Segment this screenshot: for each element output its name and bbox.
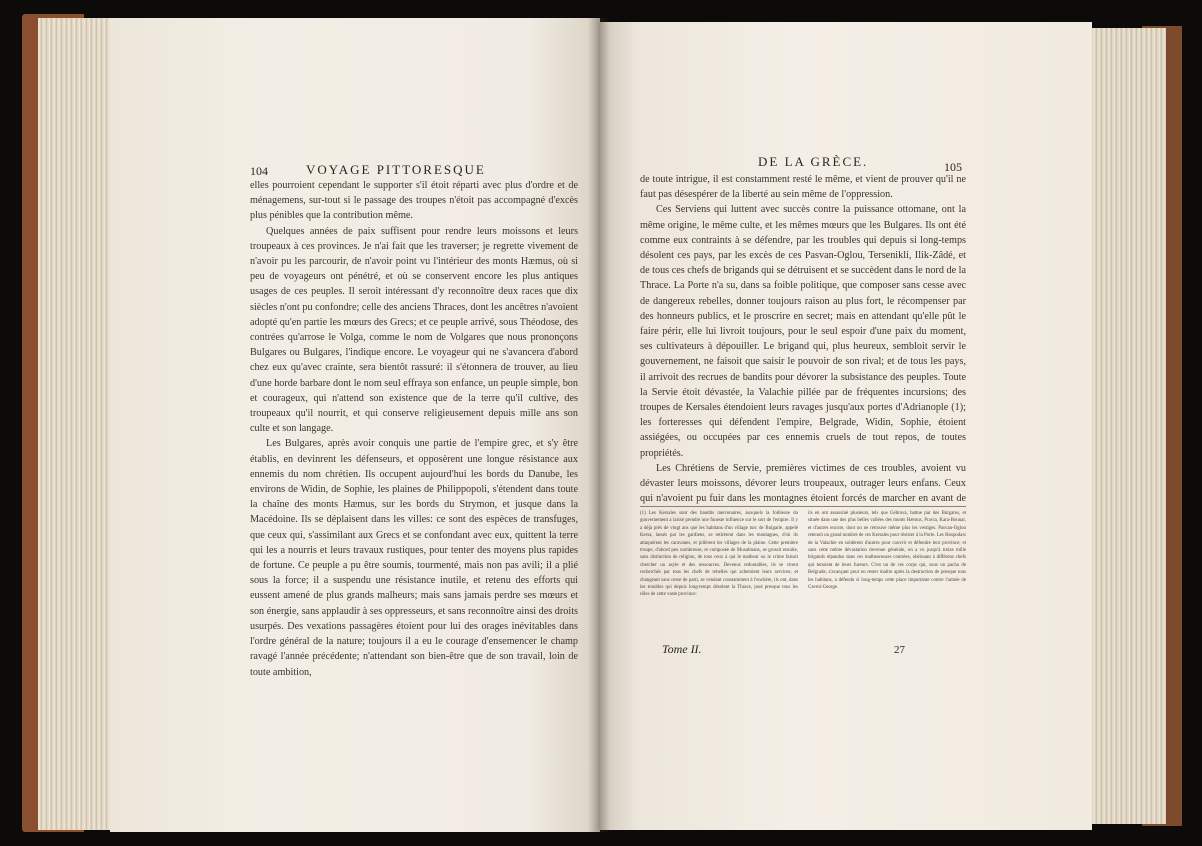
left-body-text [250, 178, 578, 710]
right-page [598, 22, 1092, 830]
left-paragraph-1: elles pourroient cependant le supporter s'il étoit réparti avec plus d'ordre et de ménagemens, sur-tout si le passage des troupes n'étoit pas accompagné d'excès plus pénibles que la contribution même. [250, 180, 578, 222]
open-book [22, 8, 1182, 840]
left-running-head: VOYAGE PITTORESQUE [306, 162, 486, 177]
footnote-column-1 [640, 510, 798, 644]
right-body-text [640, 172, 966, 504]
volume-label: Tome II. [662, 642, 702, 656]
left-paragraph-2: Quelques années de paix suffisent pour rendre leurs moissons et leurs troupeaux à ces provinces. Je n'ai fait que les traverser; je regrette vivement de n'avoir pu les parcourir, de n'avoir point vu l'intérieur des monts Hæmus, où si peu de voyageurs ont pénétré, et où se conservent encore les plus antiques usages de ces peuples. Il seroit intéressant d'y reconnoître deux races que dix siècles n'ont pu confondre; celle des anciens Thraces, dont les ancêtres n'avoient adopté qu'en partie les mœurs des Grecs; et ce peuple arrivé, sous Théodose, des contrées qu'arrose le Volga, comme le nom de Volgares que nous prononçons Bulgares ou Bulgares, l'indique encore. Le voyageur qui ne s'avancera d'abord chez eux qu'avec crainte, sera bientôt rassuré: il s'étonnera de trouver, au lieu d'une horde barbare dont le nom seul effraya son enfance, un peuple simple, bon et courageux, qui n'attend son existence que de la terre qu'il cultive, des troupeaux qu'il nourrit, et qui conserve religieusement depuis mille ans son culte et son langage. [250, 225, 578, 435]
right-paragraph-3: Les Chrétiens de Servie, premières victimes de ces troubles, avoient vu dévaster leurs moissons, dévorer leurs troupeaux, outrager leurs enfans. Ceux qui n'avoient pu fuir dans les montagnes étoient forcés de marcher en avant de [640, 462, 966, 504]
footnote-column-2 [808, 510, 966, 644]
right-paragraph-1: de toute intrigue, il est constamment resté le même, et vient de prouver qu'il ne faut pas désespérer de la liberté au sein même de l'oppression. [640, 174, 966, 201]
right-running-head: DE LA GRÈCE. [758, 154, 869, 169]
footnote-text-1: (1) Les Kersales sont des bandits mercenaires, auxquels la foiblesse du gouvernement a laissé prendre une funeste influence sur le sort de l'empire. Il y a déjà près de vingt ans que les habitans d'un village turc de Bulgarie, appelé Kersa, lassés par les gardiens, se retirèrent dans les montagnes, d'où ils attaquèrent les caravanes, et pillèrent les villages de la plaine. Cette première troupe, d'abord peu nombreuse, et composée de Musulmans, se grossit ensuite, sans distinction de religion, de tous ceux à qui le malheur ou le crime faisoit chercher un asyle et des ressources. Devenus redoutables, ils se virent recherchés par tous les chefs de rebelles qui achetoient leurs services; et changeant sans cesse de parti, se vendant constamment à l'enchère, ils ont, dans les troubles qui depuis long-temps désolent la Thrace, joué presque tous les rôles de cette vaste province: [640, 511, 798, 598]
right-page-edges [1088, 28, 1166, 824]
left-paragraph-3: Les Bulgares, après avoir conquis une partie de l'empire grec, et s'y être établis, en devinrent les défenseurs, et opposèrent une longue résistance aux ennemis du nom chrétien. Ils occupent aujourd'hui les bords du Danube, les environs de Widin, de Sophie, les plaines de Philippopoli, s'étendent dans toute la chaîne des monts Hæmus, sur les bords du Strymon, et jusque dans la Macédoine. Ils se déplaisent dans les villes: ce sont des espèces de transfuges, que ceux qui, s'assimilant aux Grecs et se confondant avec eux, quittent la terre qui les a nourris et leurs travaux rustiques, pour tenter des moyens plus rapides de fortune. Ce peuple a pu être soumis, tourmenté, mais non pas avili; il a plié sous la force; il a suspendu une résistance inutile, et retenu des efforts qui eussent amené de plus grands malheurs; mais sans jamais perdre ses mœurs et son énergie, sans applaudir à ses oppresseurs, et sans reconnoître ainsi des droits usurpés. Des vexations passagères étoient pour lui des orages inévitables dans l'ordre général de la nature; toujours il a eu le courage d'ensemencer le champ ravagé l'année précédente; n'attendant son bien-être que de son travail, loin de toute ambition, [250, 438, 578, 678]
right-page-number: 105 [944, 160, 962, 174]
footnote-text-2: ils en ont assassiné plusieurs, tels que Gébrava, battue par des Bulgares, et située dans une des plus belles vallées des monts Hæmus, Pravia, Kara-Bounar, et d'autres encore, dont on ne retrouve même plus les vestiges. Pasvan-Oglou retenoit un grand nombre de ces Kersales pour résister à la Porte. Les Hospodars de la Valachie en soldèrent d'autres pour couvrir et défendre leur province; et sans cette même dévastation devenue générale, on a vu jusqu'à treize mille brigands répandus dans ces malheureuses contrées, obéissant à différens chefs qui tenoient de leurs fureurs. C'est un de ces corps qui, sous un pacha de Belgrade, s'avançant pour en rester maître après la destruction de presque tous les habitans, a défendu si long-temps cette place importante contre l'armée de Czerni-George. [808, 511, 966, 591]
right-paragraph-2: Ces Serviens qui luttent avec succès contre la puissance ottomane, ont la même origine, le même culte, et les mêmes mœurs que les Bulgares. Ils ont été comme eux contraints à se défendre, par les troubles qui depuis si long-temps désolent ces pays, par les excès de ces Pasvan-Oglou, Tersenikli, Ilik-Zâdé, et de tous ces chefs de brigands qui se détruisent et se succèdent dans le nord de la Thrace. La Porte n'a su, dans sa foible politique, que composer sans cesse avec de dangereux rebelles, donner toujours raison au plus fort, le récompenser par des honneurs publics, et le proscrire en secret; mais en attendant qu'elle pût le faire périr, elle lui livroit toujours, pour le seul espoir d'une paix du moment, ses cultivateurs à dépouiller. Le brigand qui, plus heureux, sembloit servir le gouvernement, ne faisoit que saisir le pouvoir de son rival; et de tous les pays, il arrivoit des recrues de bandits pour dévorer la subsistance des peuples. Toute la Servie étoit dévastée, la Valachie pillée par de fréquentes incursions; des troupes de Kersales étendoient leurs ravages jusqu'aux portes d'Adrianople (1); les forteresses qui défendent l'empire, Belgrade, Widin, Sophie, étoient assiégées, ou occupées par ces ennemis cruels de tout repos, de toutes propriétés. [640, 204, 966, 459]
footnote-block [640, 510, 966, 644]
left-page [110, 18, 600, 832]
footnote-rule [640, 506, 966, 507]
left-page-number: 104 [250, 164, 268, 178]
signature-mark: 27 [894, 644, 905, 656]
book-gutter [588, 18, 610, 832]
